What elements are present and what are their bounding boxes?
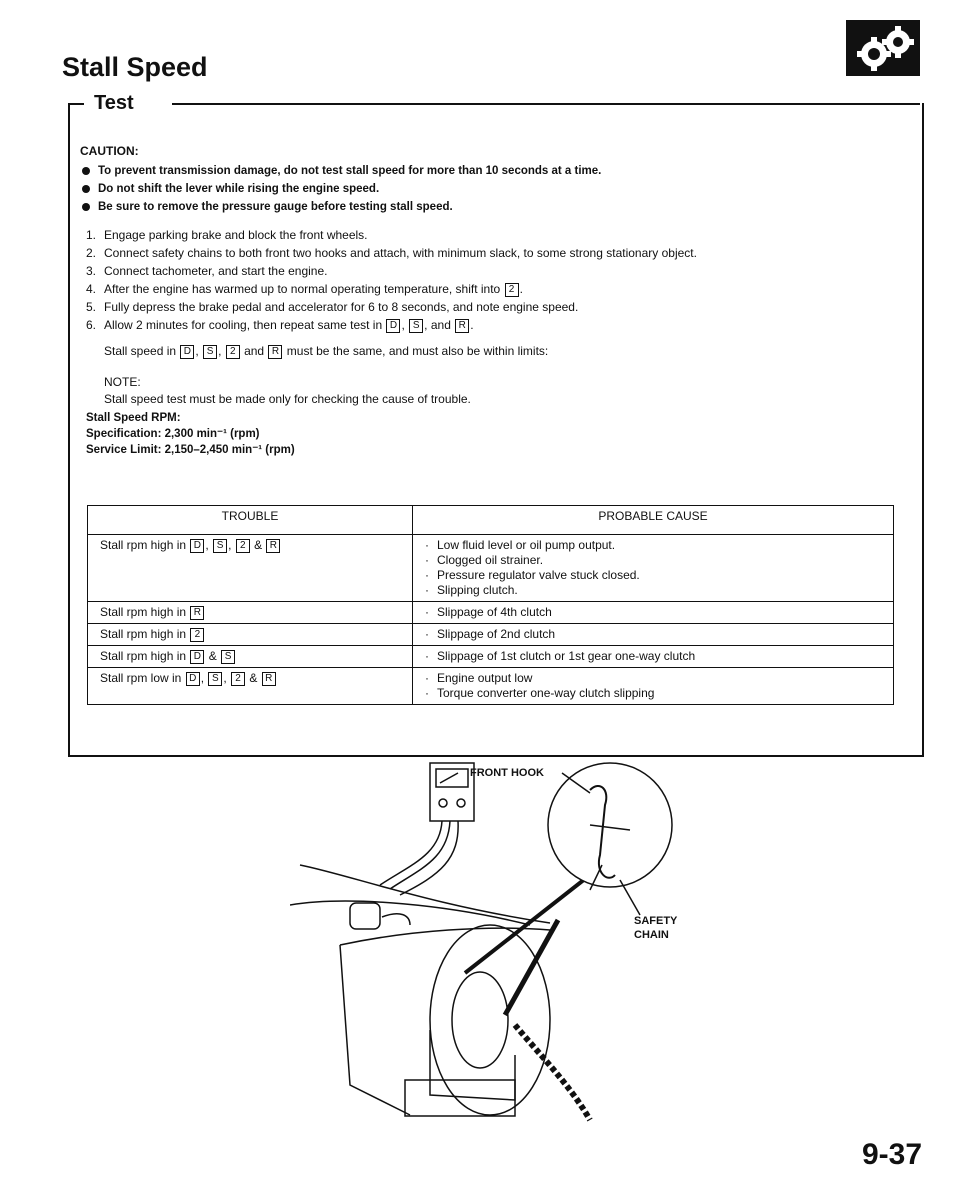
column-header: TROUBLE (88, 506, 413, 535)
stall-speed-spec (86, 410, 295, 458)
cause-item: · Slippage of 1st clutch or 1st gear one-way clutch (425, 649, 881, 664)
cause-cell (413, 624, 894, 646)
step-item: 5. Fully depress the brake pedal and accelerator for 6 to 8 seconds, and note engine speed. (86, 300, 579, 314)
gear-symbol: 2 (226, 345, 240, 359)
trouble-cell: Stall rpm high in 2 (88, 624, 413, 646)
caution-item: Do not shift the lever while rising the engine speed. (80, 180, 900, 198)
cause-cell (413, 646, 894, 668)
cause-item: · Low fluid level or oil pump output. (425, 538, 881, 553)
gear-symbol: S (203, 345, 217, 359)
limit-statement: Stall speed in D , S , 2 and R must be the same, and must also be within limits: (104, 344, 549, 358)
caution-item: To prevent transmission damage, do not test stall speed for more than 10 seconds at a time. (80, 162, 900, 180)
table-row (88, 535, 894, 602)
gear-symbol: S (409, 319, 423, 333)
step-item: 1. Engage parking brake and block the front wheels. (86, 228, 368, 242)
gear-symbol: D (180, 345, 194, 359)
page-number: 9-37 (862, 1138, 923, 1171)
gear-symbol: 2 (236, 539, 250, 553)
note-text: Stall speed test must be made only for checking the cause of trouble. (104, 392, 471, 406)
table-row (88, 646, 894, 668)
gear-symbol: 2 (231, 672, 245, 686)
gear-symbol: R (268, 345, 282, 359)
cause-item: · Slipping clutch. (425, 583, 881, 598)
cause-item: · Slippage of 2nd clutch (425, 627, 881, 642)
caution-item: Be sure to remove the pressure gauge before testing stall speed. (80, 198, 900, 216)
gear-symbol: D (186, 672, 200, 686)
caution-list (80, 162, 900, 216)
gear-symbol: S (208, 672, 222, 686)
label-safety: SAFETY (634, 915, 678, 927)
column-header: PROBABLE CAUSE (413, 506, 894, 535)
cause-item: · Clogged oil strainer. (425, 553, 881, 568)
step-item: 4. After the engine has warmed up to normal operating temperature, shift into 2 . (86, 282, 523, 296)
section-title: Test (90, 92, 138, 115)
table-header-row (88, 506, 894, 535)
gear-symbol: D (190, 650, 204, 664)
gear-symbol: S (221, 650, 235, 664)
cause-item: · Pressure regulator valve stuck closed. (425, 568, 881, 583)
step-item: 6. Allow 2 minutes for cooling, then repeat same test in D , S , and R . (86, 318, 474, 332)
note-title: NOTE: (104, 375, 141, 389)
cause-item: · Slippage of 4th clutch (425, 605, 881, 620)
label-front-hook: FRONT HOOK (470, 767, 544, 779)
gear-symbol: D (386, 319, 400, 333)
cause-item: · Engine output low (425, 671, 881, 686)
table-row (88, 624, 894, 646)
cause-cell (413, 602, 894, 624)
page-title: Stall Speed (62, 52, 208, 82)
stall-test-illustration (290, 755, 680, 1135)
spec-service-limit: Service Limit: 2,150–2,450 min⁻¹ (rpm) (86, 444, 295, 456)
gear-symbol: R (262, 672, 276, 686)
trouble-cell: Stall rpm low in D , S , 2 & R (88, 668, 413, 705)
gear-symbol: D (190, 539, 204, 553)
gear-symbol: R (266, 539, 280, 553)
gear-symbol: R (455, 319, 469, 333)
transmission-gear-icon (846, 20, 920, 76)
trouble-cell: Stall rpm high in R (88, 602, 413, 624)
spec-specification: Specification: 2,300 min⁻¹ (rpm) (86, 428, 260, 440)
label-chain: CHAIN (634, 929, 669, 941)
table-row (88, 602, 894, 624)
table-row (88, 668, 894, 705)
cause-cell (413, 668, 894, 705)
gear-symbol: S (213, 539, 227, 553)
trouble-cell: Stall rpm high in D & S (88, 646, 413, 668)
gear-symbol: R (190, 606, 204, 620)
trouble-cell: Stall rpm high in D , S , 2 & R (88, 535, 413, 602)
procedure-steps (86, 226, 916, 334)
step-item: 2. Connect safety chains to both front two hooks and attach, with minimum slack, to some strong stationary object. (86, 246, 697, 260)
caution-title: CAUTION: (80, 144, 139, 158)
cause-item: · Torque converter one-way clutch slipping (425, 686, 881, 701)
troubleshooting-table (87, 505, 894, 705)
step-item: 3. Connect tachometer, and start the engine. (86, 264, 328, 278)
cause-cell (413, 535, 894, 602)
gear-symbol: 2 (505, 283, 519, 297)
spec-heading: Stall Speed RPM: (86, 412, 181, 424)
gear-symbol: 2 (190, 628, 204, 642)
